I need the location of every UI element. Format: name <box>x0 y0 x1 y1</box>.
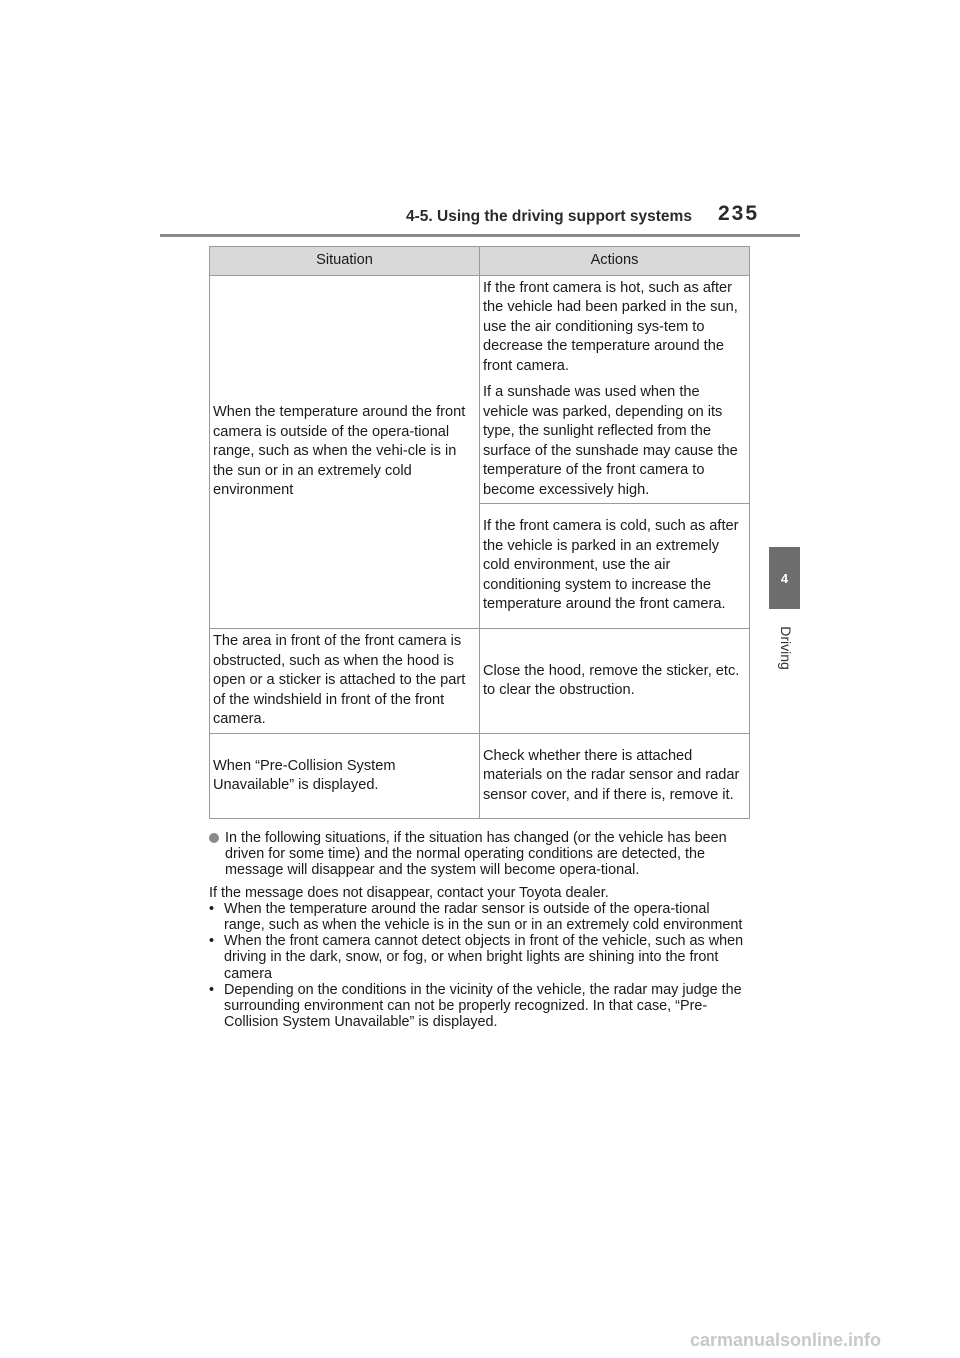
situation-cell <box>210 734 480 819</box>
situation-text: The area in front of the front camera is obstructed, such as when the hood is open or a sticker is attached to the part of the windshield in front of the front camera. <box>213 633 466 728</box>
action-text: Check whether there is attached materials on the radar sensor and radar sensor cover, and if there is, remove it. <box>483 747 740 803</box>
list-item-text: Depending on the conditions in the vicinity of the vehicle, the radar may judge the surrounding environment can not be properly recognized. In that case, “Pre-Collision System Unavailable” is displayed. <box>224 981 742 1031</box>
action-text: Close the hood, remove the sticker, etc. to clear the obstruction. <box>483 662 740 698</box>
list-item <box>209 901 754 933</box>
situation-cell <box>210 629 480 734</box>
actions-cell <box>480 734 750 819</box>
column-header-situation: Situation <box>210 247 480 276</box>
actions-cell <box>480 276 750 504</box>
chapter-number: 4 <box>780 570 789 586</box>
situations-table <box>209 246 750 819</box>
chapter-name-label: Driving <box>778 626 795 670</box>
watermark: carmanualsonline.info <box>690 1330 882 1350</box>
note <box>209 830 754 879</box>
column-header-actions: Actions <box>480 247 750 276</box>
dot-bullet-icon: • <box>209 900 215 917</box>
dot-bullet-icon: • <box>209 981 215 998</box>
list-item-text: When the front camera cannot detect objects in front of the vehicle, such as when driving in the dark, snow, or fog, or when bright lights are shining into the front camera <box>224 933 744 982</box>
notes-section <box>209 830 754 1030</box>
action-text: If the front camera is hot, such as after the vehicle had been parked in the sun, use the air conditioning sys-tem to decrease the temperature around the front camera. <box>483 279 738 374</box>
chapter-tab <box>769 547 800 609</box>
list-item-text: When the temperature around the radar sensor is outside of the opera-tional range, such as when the vehicle is in the sun or in an extremely cold environment <box>224 900 743 934</box>
dot-bullet-icon: • <box>209 933 215 950</box>
action-text: If a sunshade was used when the vehicle was parked, depending on its type, the sunlight reflected from the surface of the sunshade may cause the temperature of the front camera to become excessively high. <box>483 384 738 498</box>
situation-cell <box>210 276 480 629</box>
list-item <box>209 933 754 982</box>
table-row <box>210 629 750 734</box>
situation-text: When the temperature around the front camera is outside of the opera-tional range, such as when the vehi-cle is in the sun or in an extremely cold environment <box>213 404 466 499</box>
table-row <box>210 276 750 504</box>
list-item <box>209 982 754 1031</box>
page-number: 235 <box>718 202 760 225</box>
page-header <box>160 200 800 237</box>
table-row <box>210 734 750 819</box>
chapter-name <box>766 618 806 678</box>
actions-cell <box>480 629 750 734</box>
actions-cell <box>480 503 750 628</box>
note-text: In the following situations, if the situation has changed (or the vehicle has been driven for some time) and the normal operating conditions are detected, the message will disappear and the system will become opera-tional. <box>225 830 727 879</box>
circle-bullet-icon <box>209 833 219 843</box>
situation-text: When “Pre-Collision System Unavailable” is displayed. <box>213 757 396 793</box>
contact-text: If the message does not disappear, contact your Toyota dealer. <box>209 884 609 901</box>
table-header-row <box>210 247 750 276</box>
action-text: If the front camera is cold, such as after the vehicle is parked in an extremely cold environment, use the air conditioning system to increase the temperature around the front camera. <box>483 518 739 613</box>
section-title: 4-5. Using the driving support systems <box>406 208 692 225</box>
